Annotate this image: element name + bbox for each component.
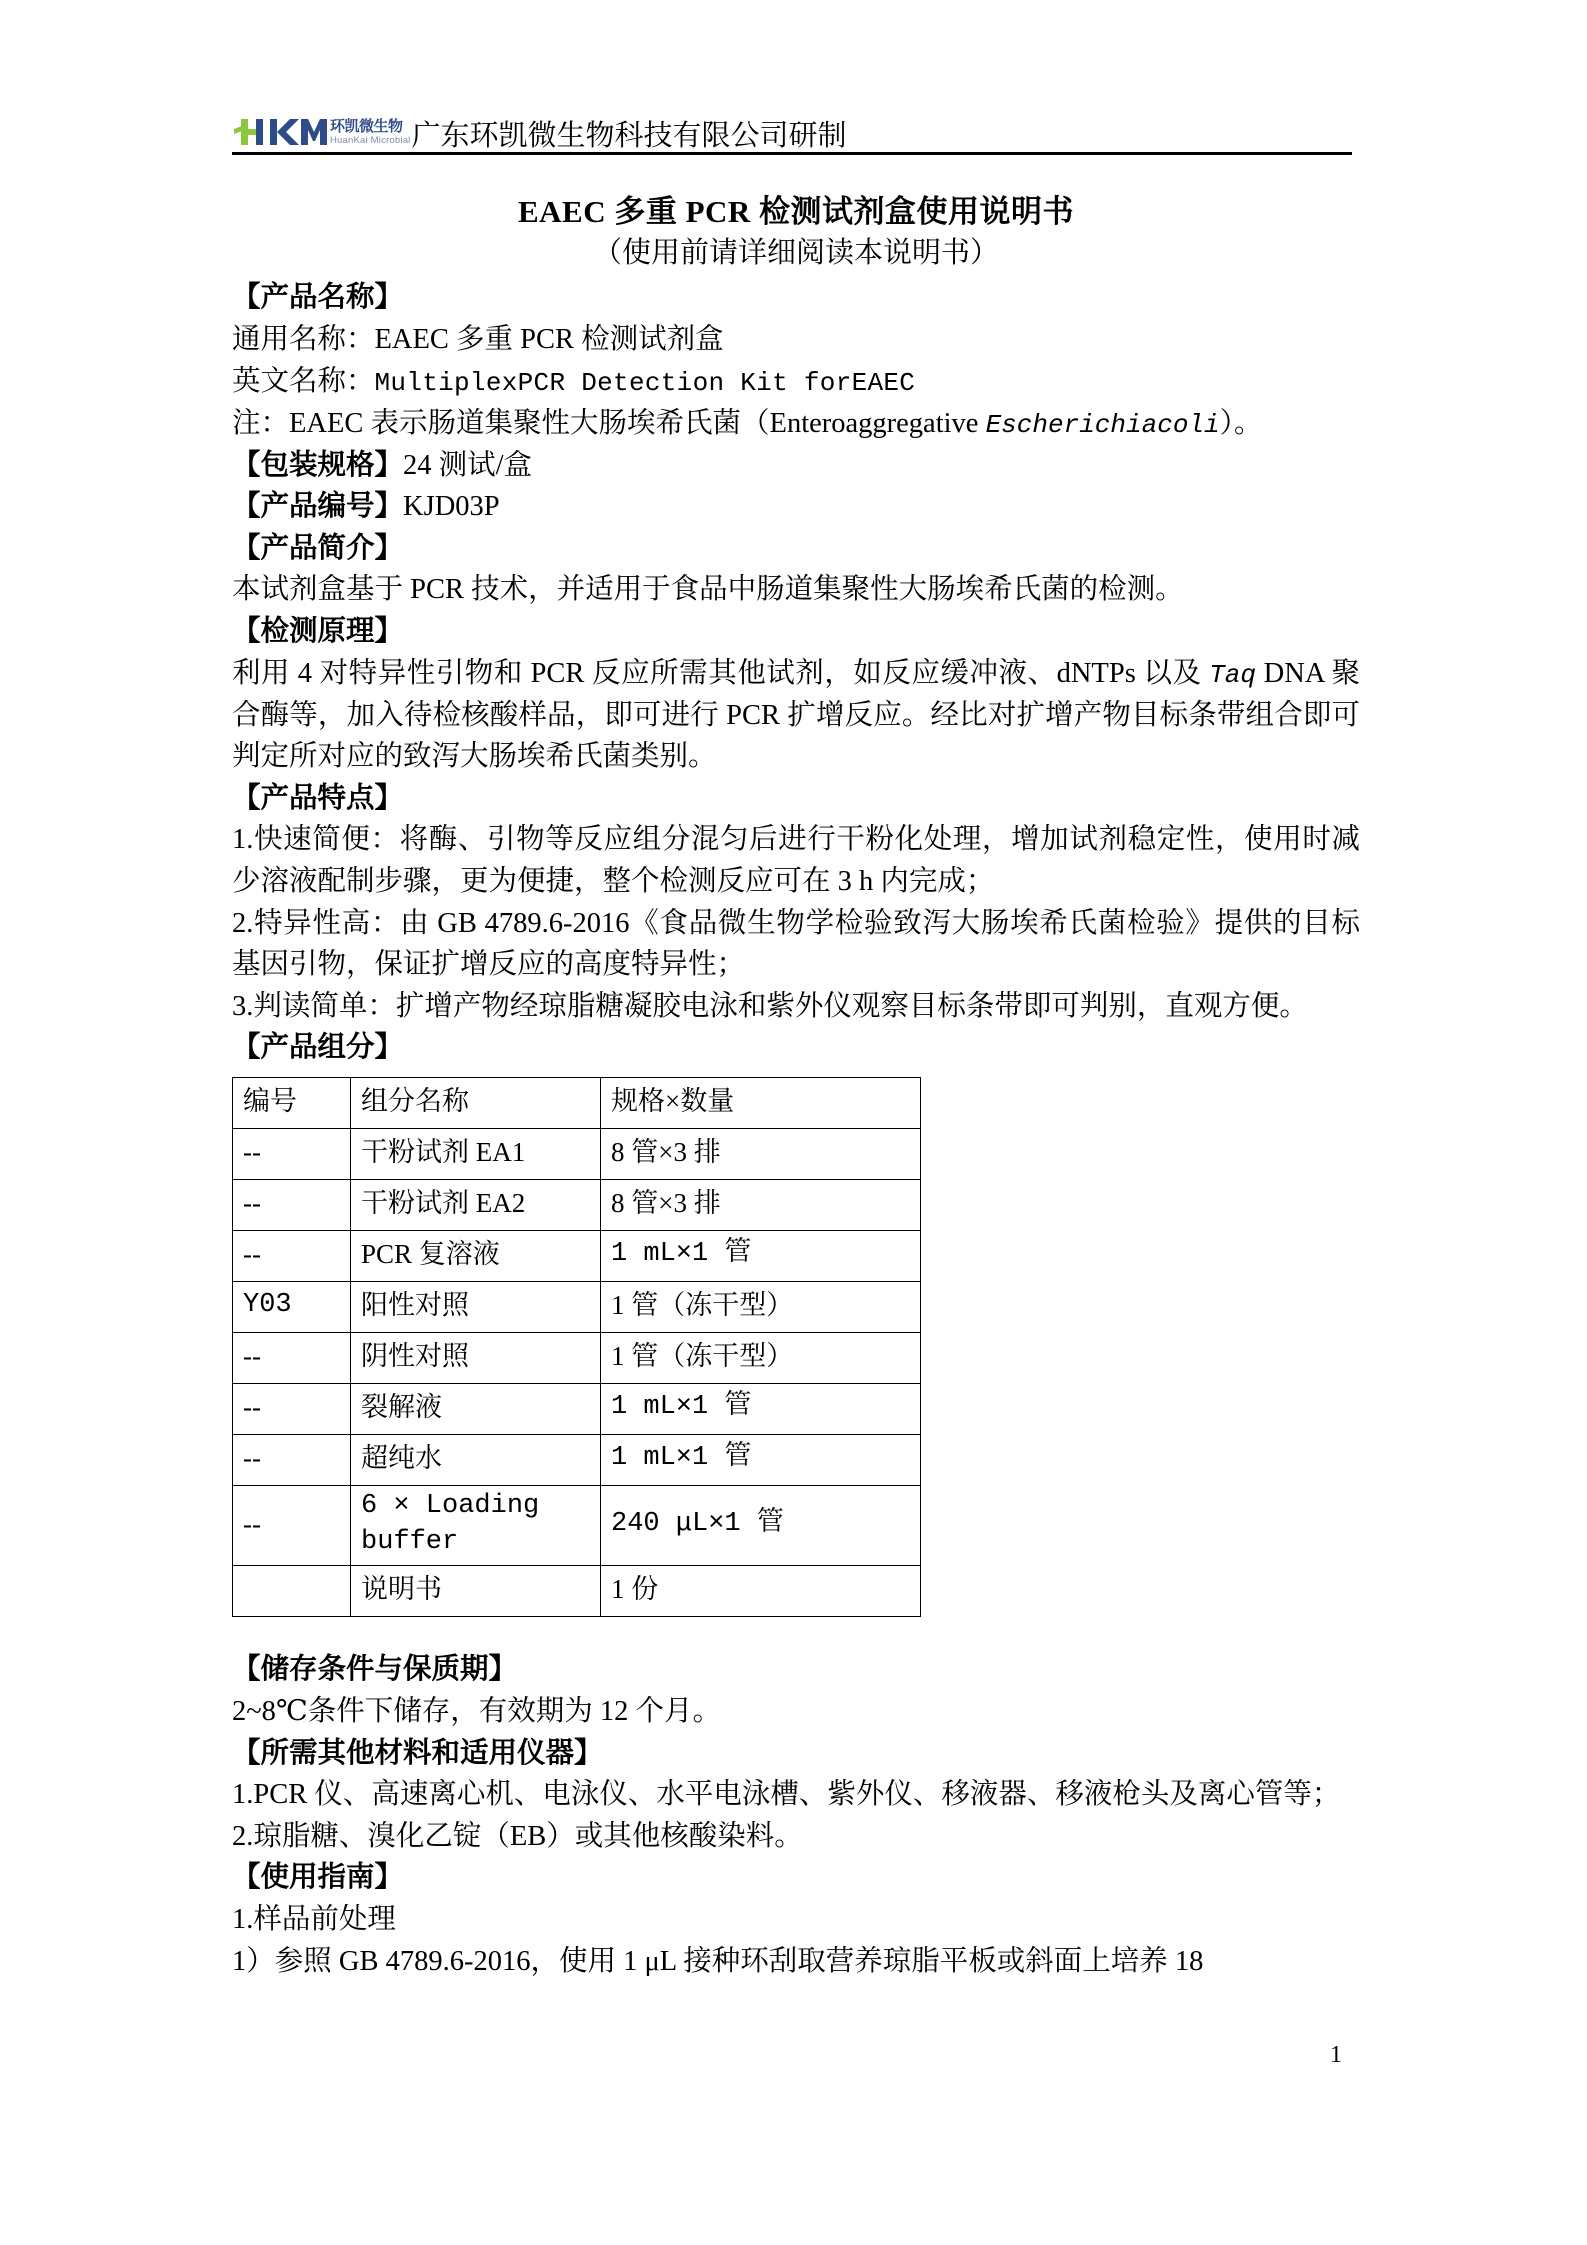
cell-name: 干粉试剂 EA1 — [351, 1129, 601, 1180]
principle-text-part2: DNA 聚合酶等，加入待检核酸样品，即可进行 PCR 扩增反应。经比对扩增产物目标条带组合即可判定所对应的致泻大肠埃希氏菌类别。 — [232, 657, 1360, 773]
cell-spec: 1 份 — [601, 1566, 921, 1617]
cell-name: 阴性对照 — [351, 1333, 601, 1384]
cell-name: 超纯水 — [351, 1435, 601, 1486]
section-heading-product-intro: 【产品简介】 — [232, 532, 404, 564]
cell-code: -- — [233, 1435, 351, 1486]
cell-code: Y03 — [233, 1282, 351, 1333]
cell-spec: 1 mL×1 管 — [601, 1435, 921, 1486]
document-content — [232, 178, 1360, 1982]
table-row — [233, 1180, 921, 1231]
section-heading-guide: 【使用指南】 — [232, 1862, 404, 1894]
english-name-label: 英文名称： — [232, 365, 375, 397]
table-row — [233, 1282, 921, 1333]
product-intro-text: 本试剂盒基于 PCR 技术，并适用于食品中肠道集聚性大肠埃希氏菌的检测。 — [232, 574, 1184, 606]
feature-item-2: 2.特异性高：由 GB 4789.6-2016《食品微生物学检验致泻大肠埃希氏菌检验》提供的目标基因引物，保证扩增反应的高度特异性； — [232, 907, 1360, 981]
cell-name: PCR 复溶液 — [351, 1231, 601, 1282]
storage-text: 2~8℃条件下储存，有效期为 12 个月。 — [232, 1695, 722, 1727]
feature-item-3: 3.判读简单：扩增产物经琼脂糖凝胶电泳和紫外仪观察目标条带即可判别，直观方便。 — [232, 990, 1308, 1022]
page-title: EAEC 多重 PCR 检测试剂盒使用说明书 — [517, 194, 1075, 229]
english-name-value: MultiplexPCR Detection Kit forEAEC — [374, 367, 916, 398]
section-heading-package-spec: 【包装规格】 — [232, 449, 404, 481]
components-table — [232, 1077, 921, 1617]
cell-code: -- — [233, 1231, 351, 1282]
principle-text — [232, 653, 1360, 778]
cell-name: 说明书 — [351, 1566, 601, 1617]
package-spec-value: 24 测试/盒 — [403, 449, 533, 481]
components-table-body — [233, 1078, 921, 1617]
section-heading-components: 【产品组分】 — [232, 1032, 404, 1064]
generic-name-line — [232, 319, 1360, 361]
company-logo — [232, 112, 411, 152]
note-label: 注： — [232, 407, 290, 439]
cell-code: -- — [233, 1129, 351, 1180]
note-species-genus: Escherichia — [985, 409, 1158, 440]
table-row — [233, 1129, 921, 1180]
column-header-spec: 规格×数量 — [601, 1078, 921, 1129]
note-text-part2: ）。 — [1219, 407, 1263, 439]
cell-spec: 1 mL×1 管 — [601, 1384, 921, 1435]
cell-code — [233, 1566, 351, 1617]
cell-code: -- — [233, 1333, 351, 1384]
table-row — [233, 1435, 921, 1486]
guide-item-1-1: 1）参照 GB 4789.6-2016，使用 1 μL 接种环刮取营养琼脂平板或斜面上培养 18 — [232, 1945, 1204, 1977]
cell-code: -- — [233, 1486, 351, 1566]
cell-spec: 1 管（冻干型） — [601, 1333, 921, 1384]
table-row — [233, 1486, 921, 1566]
cell-name: 裂解液 — [351, 1384, 601, 1435]
table-header-row — [233, 1078, 921, 1129]
section-heading-materials: 【所需其他材料和适用仪器】 — [232, 1737, 603, 1769]
principle-text-part1: 利用 4 对特异性引物和 PCR 反应所需其他试剂，如反应缓冲液、dNTPs 以及 — [232, 657, 1210, 689]
cell-spec: 240 μL×1 管 — [601, 1486, 921, 1566]
note-text-part1: EAEC 表示肠道集聚性大肠埃希氏菌（Enteroaggregative — [289, 407, 986, 439]
table-row — [233, 1566, 921, 1617]
page-subtitle: （使用前请详细阅读本说明书） — [592, 237, 999, 270]
cell-code: -- — [233, 1384, 351, 1435]
material-item-2: 2.琼脂糖、溴化乙锭（EB）或其他核酸染料。 — [232, 1820, 803, 1852]
note-line — [232, 403, 1360, 445]
material-item-1: 1.PCR 仪、高速离心机、电泳仪、水平电泳槽、紫外仪、移液器、移液枪头及离心管等； — [232, 1779, 1341, 1811]
feature-item-1: 1.快速简便：将酶、引物等反应组分混匀后进行干粉化处理，增加试剂稳定性，使用时减少溶液配制步骤，更为便捷，整个检测反应可在 3 h 内完成； — [232, 824, 1360, 897]
cell-name: 6 × Loading buffer — [351, 1486, 601, 1566]
section-heading-product-code: 【产品编号】 — [232, 491, 404, 523]
logo-english-name: HuanKai Microbial — [330, 134, 411, 146]
product-code-value: KJD03P — [403, 491, 500, 523]
english-name-line — [232, 361, 1360, 403]
cell-code: -- — [233, 1180, 351, 1231]
section-heading-product-name: 【产品名称】 — [232, 282, 404, 314]
generic-name-value: EAEC 多重 PCR 检测试剂盒 — [374, 324, 724, 356]
table-row — [233, 1333, 921, 1384]
note-species-epithet: coli — [1157, 409, 1220, 440]
logo-chinese-name: 环凯微生物 — [330, 117, 403, 135]
cell-spec: 8 管×3 排 — [601, 1129, 921, 1180]
logo-text-block — [330, 119, 411, 146]
product-code-line — [232, 486, 1360, 528]
column-header-code: 编号 — [233, 1078, 351, 1129]
cell-spec: 1 管（冻干型） — [601, 1282, 921, 1333]
hkm-logo-icon — [232, 115, 328, 149]
principle-taq-italic: Taq — [1209, 659, 1256, 690]
package-spec-line — [232, 445, 1360, 487]
section-heading-features: 【产品特点】 — [232, 782, 404, 814]
section-heading-storage: 【储存条件与保质期】 — [232, 1654, 518, 1686]
document-header — [232, 108, 1352, 152]
table-row — [233, 1231, 921, 1282]
table-row — [233, 1384, 921, 1435]
guide-item-1: 1.样品前处理 — [232, 1903, 396, 1935]
column-header-name: 组分名称 — [351, 1078, 601, 1129]
cell-name: 阳性对照 — [351, 1282, 601, 1333]
company-name: 广东环凯微生物科技有限公司研制 — [411, 120, 847, 152]
cell-spec: 1 mL×1 管 — [601, 1231, 921, 1282]
spacer-after-table — [232, 1617, 1360, 1649]
section-heading-principle: 【检测原理】 — [232, 616, 404, 647]
cell-name: 干粉试剂 EA2 — [351, 1180, 601, 1231]
cell-spec: 8 管×3 排 — [601, 1180, 921, 1231]
generic-name-label: 通用名称： — [232, 324, 375, 356]
page-number: 1 — [1330, 2042, 1342, 2068]
header-divider — [232, 152, 1352, 155]
